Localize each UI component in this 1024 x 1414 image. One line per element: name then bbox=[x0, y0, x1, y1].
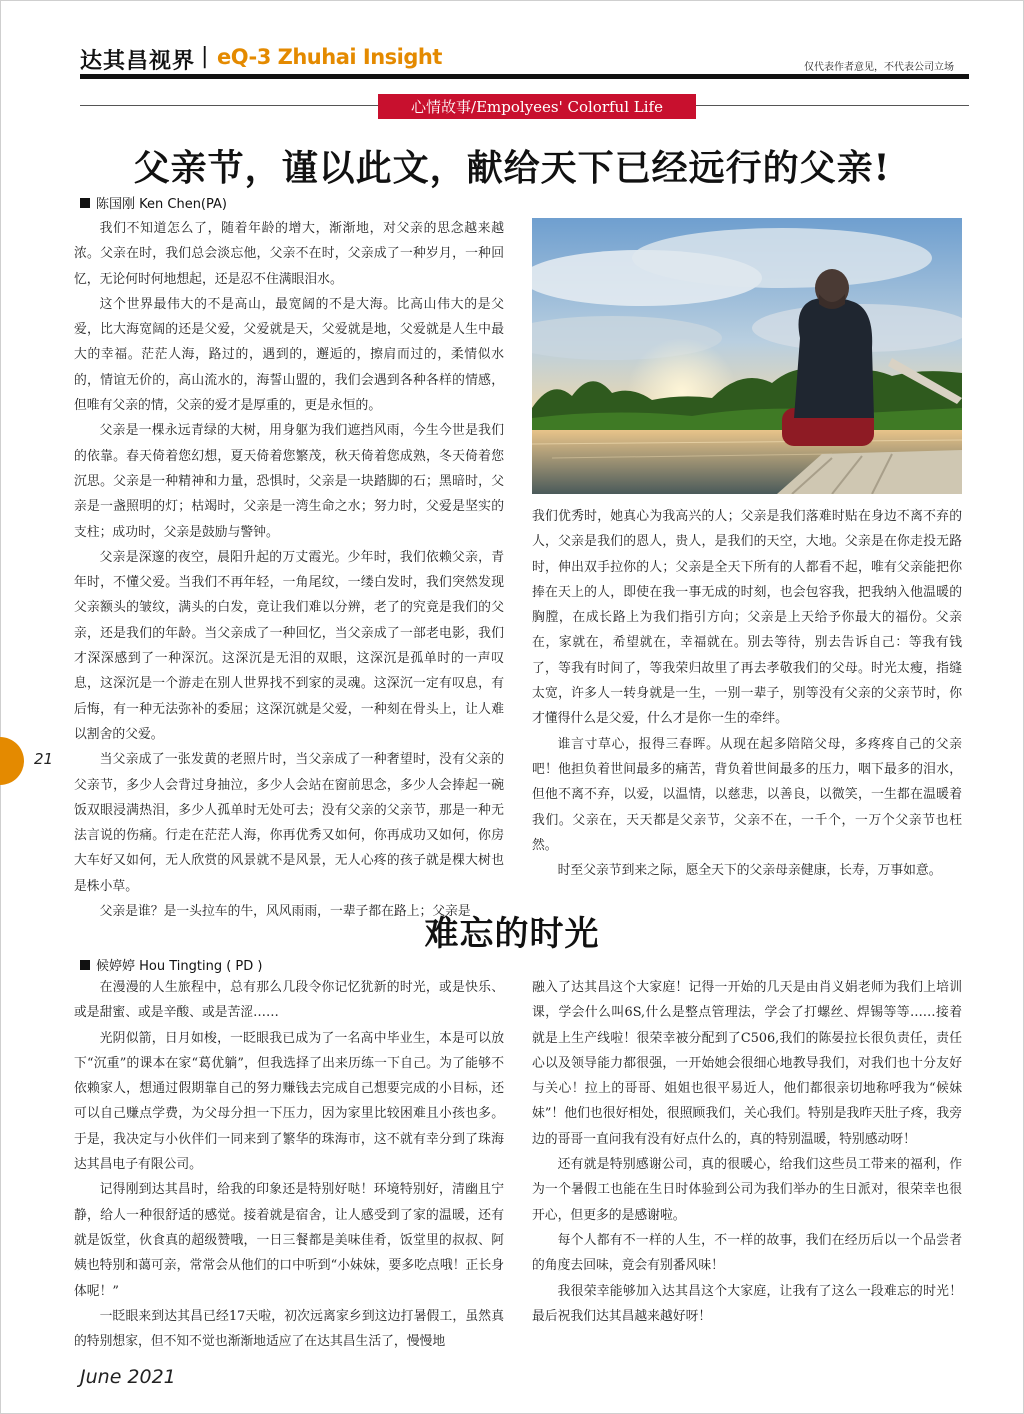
section-label: 心情故事/Empolyees' Colorful Life bbox=[411, 98, 663, 116]
paragraph: 光阴似箭，日月如梭，一眨眼我已成为了一名高中毕业生，本是可以放下“沉重”的课本在家“葛优躺”，但我选择了出来历练一下自己。为了能够不依赖家人，想通过假期靠自己的努力赚钱去完成自己想要完成的小目标，还可以自己赚点学费，为父母分担一下压力，因为家里比较困难且小孩也多。于是，我决定与小伙伴们一同来到了繁华的珠海市，这不就有幸分到了珠海达其昌电子有限公司。 bbox=[74, 1030, 504, 1173]
father-by-lake-photo bbox=[532, 218, 962, 494]
paragraph: 父亲是深邃的夜空，晨阳升起的万丈霞光。少年时，我们依赖父亲，青年时，不懂父爱。当我们不再年轻，一角尾纹，一缕白发时，我们突然发现父亲额头的皱纹，满头的白发，竟让我们难以分辨，老了的究竟是我们的父亲，还是我们的年龄。当父亲成了一种回忆，当父亲成了一部老电影，我们才深深感到了一种深沉。这深沉是无泪的双眼，这深沉是孤单时的一声叹息，这深沉是一个游走在别人世界找不到家的灵魂。这深沉一定有叹息，有后悔，有一种无法弥补的委屈；这深沉就是父爱，一种刻在骨头上，让人难以割舍的父爱。 bbox=[74, 549, 504, 742]
paragraph: 父亲是一棵永远青绿的大树，用身躯为我们遮挡风雨，今生今世是我们的依靠。春天倚着您幻想，夏天倚着您繁茂，秋天倚着您成熟，冬天倚着您沉思。父亲是一种精神和力量，恐惧时，父亲是一块踏脚的石；黑暗时，父亲是一盏照明的灯；枯竭时，父亲是一湾生命之水；努力时，父爱是坚实的支柱；成功时，父亲是鼓励与警钟。 bbox=[74, 423, 504, 540]
masthead-title-cn: 达其昌视界 bbox=[80, 48, 196, 74]
bullet-square-icon bbox=[80, 960, 90, 970]
paragraph: 记得刚到达其昌时，给我的印象还是特别好哒！环境特别好，清幽且宁静，给人一种很舒适的感觉。接着就是宿舍，让人感受到了家的温暖，还有就是饭堂，伙食真的超级赞哦，一日三餐都是美味佳肴，饭堂里的叔叔、阿姨也特别和蔼可亲，常常会从他们的口中听到“小妹妹，要多吃点哦！正长身体呢！” bbox=[74, 1182, 504, 1299]
paragraph: 我们优秀时，她真心为我高兴的人；父亲是我们落难时贴在身边不离不弃的人，父亲是我们的恩人，贵人，是我们的天空，大地。父亲是在你走投无路时，伸出双手拉你的人；父亲是全天下所有的人都看不起，唯有父亲能把你捧在天上的人，即使在我一事无成的时刻，也会包容我，把我纳入他温暖的胸膛，在成长路上为我们指引方向；父亲是上天给予你最大的福份。父亲在，家就在，希望就在，幸福就在。别去等待，别去告诉自己：等我有钱了，等我有时间了，等我荣归故里了再去孝敬我们的父母。时光太瘦，指缝太宽，许多人一转身就是一生，一别一辈子，别等没有父亲的父亲节时，你才懂得什么是父爱，什么才是你一生的牵绊。 bbox=[532, 509, 962, 727]
article2-byline bbox=[80, 955, 262, 974]
bullet-square-icon bbox=[80, 198, 90, 208]
paragraph: 谁言寸草心，报得三春晖。从现在起多陪陪父母，多疼疼自己的父亲吧！他担负着世间最多的痛苦，背负着世间最多的压力，咽下最多的泪水，但他不离不弃，以爱，以温情，以慈悲，以善良，以微笑，一生都在温暖着我们。父亲在，天天都是父亲节，父亲不在，一千个，一万个父亲节也枉然。 bbox=[532, 736, 962, 853]
paragraph: 这个世界最伟大的不是高山，最宽阔的不是大海。比高山伟大的是父爱，比大海宽阔的还是父爱，父爱就是天，父爱就是地，父爱就是人生中最大的幸福。茫茫人海，路过的，遇到的，邂逅的，擦肩而过的，柔情似水的，情谊无价的，高山流水的，海誓山盟的，我们会遇到各种各样的情感，但唯有父亲的情，父亲的爱才是厚重的，更是永恒的。 bbox=[74, 296, 504, 414]
masthead-title-en: eQ-3 Zhuhai Insight bbox=[217, 45, 442, 69]
paragraph: 当父亲成了一张发黄的老照片时，当父亲成了一种奢望时，没有父亲的父亲节，多少人会背过身抽泣，多少人会站在窗前思念，多少人会捧起一碗饭双眼浸满热泪，多少人孤单时无处可去；没有父亲的父亲节，那是一种无法言说的伤痛。行走在茫茫人海，你再优秀又如何，你再成功又如何，你房大车好又如何，无人欣赏的风景就不是风景，无人心疼的孩子就是棵大树也是株小草。 bbox=[74, 752, 504, 894]
article2-right-column bbox=[532, 975, 962, 1329]
paragraph: 每个人都有不一样的人生，不一样的故事，我们在经历后以一个品尝者的角度去回味，竟会有别番风味！ bbox=[532, 1232, 962, 1274]
top-rule bbox=[80, 74, 969, 79]
paragraph: 一眨眼来到达其昌已经17天啦，初次远离家乡到这边打暑假工，虽然真的特别想家，但不知不觉也渐渐地适应了在达其昌生活了，慢慢地 bbox=[74, 1308, 504, 1350]
paragraph: 还有就是特别感谢公司，真的很暖心，给我们这些员工带来的福利，作为一个暑假工也能在生日时体验到公司为我们举办的生日派对，很荣幸也很开心，但更多的是感谢啦。 bbox=[532, 1157, 962, 1223]
paragraph: 我很荣幸能够加入达其昌这个大家庭，让我有了这么一段难忘的时光！最后祝我们达其昌越来越好呀！ bbox=[532, 1283, 962, 1324]
paragraph: 父亲是谁？是一头拉车的牛，风风雨雨，一辈子都在路上；父亲是 bbox=[99, 904, 471, 920]
article1-author: 陈国刚 Ken Chen(PA) bbox=[96, 197, 227, 212]
article2-author: 候婷婷 Hou Tingting ( PD ) bbox=[96, 959, 263, 974]
photo-illustration bbox=[532, 218, 962, 494]
masthead-separator: | bbox=[201, 44, 209, 69]
paragraph: 时至父亲节到来之际，愿全天下的父亲母亲健康，长寿，万事如意。 bbox=[557, 863, 942, 879]
article2-left-column bbox=[74, 975, 504, 1354]
paragraph: 融入了达其昌这个大家庭！记得一开始的几天是由肖义娟老师为我们上培训课，学会什么叫6S,什么是整点管理法，学会了打螺丝、焊锡等等……接着就是上生产线啦！很荣幸被分配到了C506,我们的陈晏拉长很负责任，责任心以及领导能力都很强，一开始她会很细心地教导我们，对我们也十分友好与关心！拉上的哥哥、姐姐也很平易近人，他们都很亲切地称呼我为“候妹妹”！他们也很好相处，很照顾我们，关心我们。特别是我昨天肚子疼，我旁边的哥哥一直问我有没有好点什么的，真的特别温暖，特别感动呀！ bbox=[532, 980, 962, 1147]
article1-byline bbox=[80, 193, 227, 212]
paragraph: 我们不知道怎么了，随着年龄的增大，渐渐地，对父亲的思念越来越浓。父亲在时，我们总会淡忘他，父亲不在时，父亲成了一种岁月，一种回忆，无论何时何地想起，还是忍不住满眼泪水。 bbox=[74, 221, 504, 287]
footer-date: June 2021 bbox=[80, 1366, 176, 1388]
article1-left-column bbox=[74, 216, 504, 924]
disclaimer: 仅代表作者意见，不代表公司立场 bbox=[804, 62, 954, 73]
page-number: 21 bbox=[34, 750, 54, 768]
paragraph: 在漫漫的人生旅程中，总有那么几段令你记忆犹新的时光，或是快乐、或是甜蜜、或是辛酸、或是苦涩…… bbox=[74, 980, 504, 1021]
article1-right-column bbox=[532, 504, 962, 883]
article1-title: 父亲节，谨以此文，献给天下已经远行的父亲! bbox=[133, 147, 891, 189]
article2-title: 难忘的时光 bbox=[424, 914, 600, 954]
